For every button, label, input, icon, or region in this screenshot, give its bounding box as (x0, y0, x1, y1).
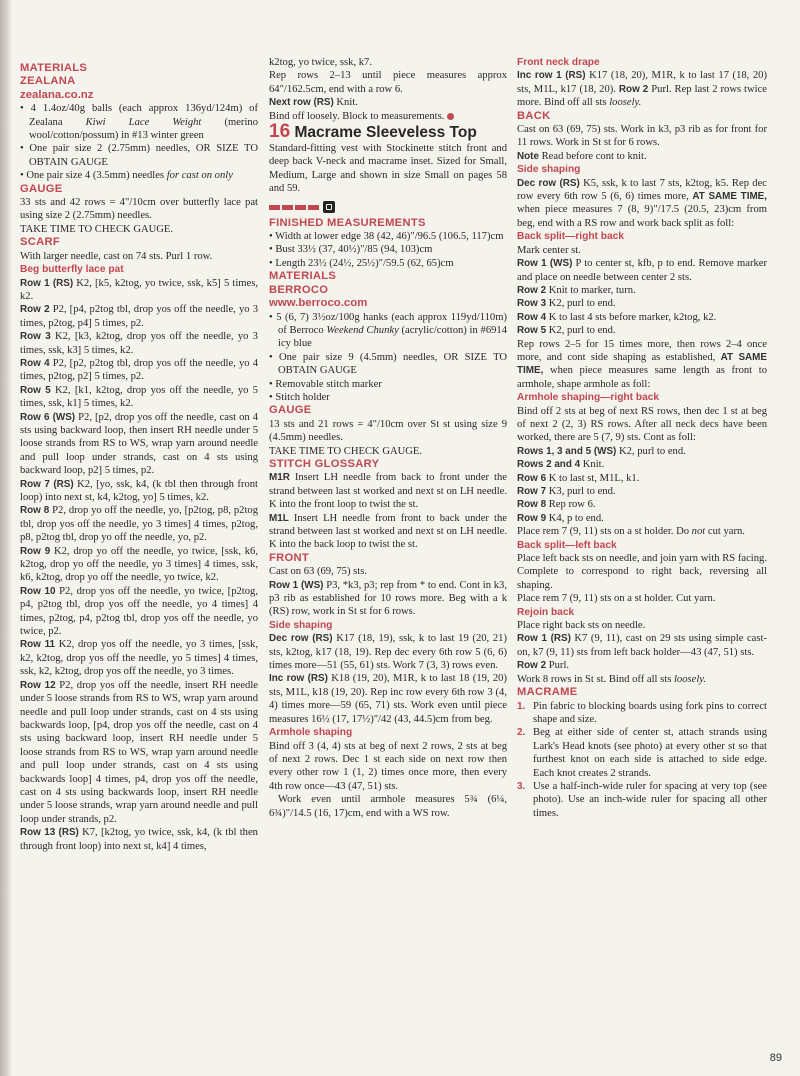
skill-bar-icon (282, 205, 293, 210)
macrame-heading: MACRAME (517, 686, 578, 699)
armhole-row: Rows 2 and 4 Knit. (517, 459, 605, 471)
yarn-weight-icon (323, 201, 335, 213)
pattern-row: Row 9 K2, drop yo off the needle, yo twice, [ssk, k6, k2tog, drop yo off the needle, yo 3 times] 4 times, ssk, k6, k2tog, drop yo off the needle, yo twice, k2. (20, 545, 258, 584)
end-mark-icon (447, 113, 454, 120)
rejoin-back-heading: Rejoin back (517, 606, 575, 618)
left-back-text: Place rem 7 (9, 11) sts on a st holder. Cut yarn. (517, 593, 716, 605)
front-neck-drape-heading: Front neck drape (517, 57, 600, 68)
stitch-glossary-heading: STITCH GLOSSARY (269, 457, 380, 470)
skill-bar-icon (308, 205, 319, 210)
material-item: • Stitch holder (269, 391, 330, 403)
left-back-text: Place left back sts on needle, and join yarn with RS facing. Complete to correspond to right back, reversing all shaping. (517, 553, 767, 591)
material-item: • One pair size 4 (3.5mm) needles for cast on only (20, 170, 233, 182)
front-cast-on: Cast on 63 (69, 75) sts. (269, 566, 367, 578)
back-heading: BACK (517, 109, 551, 122)
armhole-right-back-heading: Armhole shaping—right back (517, 392, 660, 404)
front-heading: FRONT (269, 551, 310, 564)
back-dec-row: Dec row (RS) K5, ssk, k to last 7 sts, k2tog, k5. Rep dec row every 6th row 5 (6, 6) times more, AT SAME TIME, when piece measures 7 (8, 9)"/17.5 (20.5, 23)cm from beg, end with a RS row and work back split as foll: (517, 177, 767, 229)
armhole-row: Rows 1, 3 and 5 (WS) K2, purl to end. (517, 445, 686, 457)
armhole-text: Work even until armhole measures 5¾ (6¼, 6¾)"/14.5 (16, 17)cm, end with a WS row. (269, 794, 507, 819)
pattern-row: Row 11 K2, drop yos off the needle, yo 3 times, [ssk, k2, k2tog, drop yos off the needle, yo 5 times] 4 times, ssk, k2, k2tog, drop yos off the needle, yo 3 times. (20, 639, 258, 678)
brand-url: zealana.co.nz (20, 88, 94, 101)
gauge-heading: GAUGE (269, 404, 312, 417)
next-row: Next row (RS) Knit. (269, 97, 358, 109)
brand-name: BERROCO (269, 283, 329, 296)
split-row: Row 4 K to last 4 sts before marker, k2tog, k2. (517, 311, 717, 323)
glossary-m1l: M1L Insert LH needle from front to back under the strand between last st worked and next st on LH needle. K into the back loop to twist the st. (269, 512, 507, 551)
armhole-right-text: Bind off 2 sts at beg of next RS rows, then dec 1 st at beg of next 2 (2, 3) RS rows. After all neck decs have been worked, there are 5 (7, 9) sts. Cont as foll: (517, 405, 767, 444)
split-repeat-text: Rep rows 2–5 for 15 times more, then rows 2–4 once more, and cont side shaping as established, AT SAME TIME, when piece measures same length as front to armhole, shape armhole as foll: (517, 338, 767, 390)
material-item: • One pair size 9 (4.5mm) needles, OR SIZE TO OBTAIN GAUGE (269, 351, 507, 377)
rejoin-end-text: Work 8 rows in St st. Bind off all sts loosely. (517, 673, 707, 685)
lace-pattern-heading: Beg butterfly lace pat (20, 264, 124, 276)
material-item: • Removable stitch marker (269, 378, 382, 390)
glossary-m1r: M1R Insert LH needle from back to front under the strand between last st worked and next st on LH needle. K into the front loop to twist the st. (269, 472, 507, 511)
materials-heading: MATERIALS (269, 270, 337, 283)
gauge-heading: GAUGE (20, 182, 63, 195)
material-item: • One pair size 2 (2.75mm) needles, OR SIZE TO OBTAIN GAUGE (20, 143, 258, 168)
measurement-item: • Length 23½ (24½, 25½)"/59.5 (62, 65)cm (269, 257, 454, 269)
bind-off-text: Bind off loosely. Block to measurements. (269, 110, 507, 123)
skill-bar-icon (295, 205, 306, 210)
continued-text: Rep rows 2–13 until piece measures approx 64"/162.5cm, end with a row 6. (269, 70, 507, 95)
gauge-text: 33 sts and 42 rows = 4"/10cm over butterfly lace pat using size 2 (2.75mm) needles. (20, 197, 258, 222)
inc-row: Inc row (RS) K18 (19, 20), M1R, k to last 18 (19, 20) sts, M1L, k18 (19, 20). Rep inc row every 6th row 3 (4, 4) times more—59 (65, 71) sts. Work even until piece measures 16½ (17, 17½)"/42 (43, 44.5)cm from beg. (269, 673, 507, 725)
scarf-heading: SCARF (20, 236, 61, 249)
note-text: Note Read before cont to knit. (517, 150, 647, 162)
place-holder-text: Place rem 7 (9, 11) sts on a st holder. Do not cut yarn. (517, 526, 745, 538)
pattern-row: Row 3 K2, [k3, k2tog, drop yos off the needle, yo 3 times, ssk, k3] 5 times, k2. (20, 331, 258, 356)
skill-bar-icon (269, 205, 280, 210)
side-shaping-heading: Side shaping (517, 164, 581, 176)
macrame-step: 1. Pin fabric to blocking boards using fork pins to correct shape and size. (517, 700, 767, 725)
rejoin-row: Row 2 Purl. (517, 660, 570, 672)
armhole-row: Row 8 Rep row 6. (517, 499, 596, 511)
finished-measurements-heading: FINISHED MEASUREMENTS (269, 216, 426, 229)
brand-url: www.berroco.com (269, 297, 368, 310)
front-row-1: Row 1 (WS) P3, *k3, p3; rep from * to end. Cont in k3, p3 rib as established for 10 rows more. Beg with a k (RS) row, work in St st for 6 rows. (269, 579, 508, 618)
pattern-row: Row 2 P2, [p4, p2tog tbl, drop yos off the needle, yo 3 times, p2tog, p4] 5 times, p2. (20, 304, 258, 329)
pattern-row: Row 10 P2, drop yos off the needle, yo twice, [p2tog, p4, p2tog tbl, drop yos off the needle, yo 4 times] 4 times, p2tog, p4, p2tog tbl, drop yos off the needle, yo twice, p2. (20, 585, 258, 638)
back-split-right-heading: Back split—right back (517, 231, 624, 243)
material-item: • 5 (6, 7) 3½oz/100g hanks (each approx 119yd/110m) of Berroco Weekend Chunky (acrylic/cotton) in #6914 icy blue (269, 311, 508, 350)
pattern-row: Row 1 (RS) K2, [k5, k2tog, yo twice, ssk, k5] 5 times, k2. (20, 277, 258, 302)
macrame-step: 3. Use a half-inch-wide ruler for spacing at very top (see photo). Use an inch-wide ruler for spacing all other times. (517, 780, 767, 819)
gauge-check: TAKE TIME TO CHECK GAUGE. (269, 445, 423, 457)
split-row: Row 5 K2, purl to end. (517, 325, 616, 337)
pattern-row: Row 13 (RS) K7, [k2tog, yo twice, ssk, k4, (k tbl then through front loop) into next st, k4] 4 times, (20, 827, 258, 852)
page-number: 89 (769, 1052, 782, 1064)
macrame-steps (517, 700, 767, 821)
armhole-row: Row 6 K to last st, M1L, k1. (517, 472, 640, 484)
materials-heading: MATERIALS (20, 62, 88, 74)
pattern-rows (20, 277, 258, 853)
pattern-row: Row 8 P2, drop yo off the needle, yo, [p2tog, p8, p2tog tbl, drop yos off the needle, yo 3 times] 4 times, p2tog, p8, p2tog tbl, drop yo off the needle, yo, p2. (20, 505, 258, 544)
measurement-item: • Bust 33½ (37, 40½)"/85 (94, 103)cm (269, 244, 433, 256)
continued-text: k2tog, yo twice, ssk, k7. (269, 57, 372, 68)
neck-inc-row: Inc row 1 (RS) K17 (18, 20), M1R, k to last 17 (18, 20) sts, M1L, k17 (18, 20). Row 2 Purl. Rep last 2 rows twice more. Bind off all sts loosely. (517, 70, 767, 109)
material-item: • 4 1.4oz/40g balls (each approx 136yd/124m) of Zealana Kiwi Lace Weight (merino wool/cotton/possum) in #13 winter green (20, 103, 259, 142)
gauge-check: TAKE TIME TO CHECK GAUGE. (20, 223, 174, 235)
pattern-row: Row 4 P2, [p2, p2tog tbl, drop yos off the needle, yo 4 times, p2tog, p2] 5 times, p2. (20, 357, 258, 383)
gauge-text: 13 sts and 21 rows = 4"/10cm over St st using size 9 (4.5mm) needles. (269, 418, 507, 444)
pattern-title: 16 Macrame Sleeveless Top (269, 121, 477, 143)
split-row: Row 3 K2, purl to end. (517, 298, 616, 310)
pattern-row: Row 12 P2, drop yos off the needle, insert RH needle under 5 loose strands from RS to WS, wrap yarn around needle and pull loop under strands, cast on 4 sts using backwards loop, [p4, drop yos off the needle, cast on 4 sts using backward loop, insert RH needle under 5 loose strands from RS to WS, wrap yarn around needle and pull loop under strands, cast on 4 sts using backwards loop] 4 times, p4, drop yos off the needle, cast on 4 sts using backwards loop, insert RH needle under 5 loose strands, wrap yarn around needle and pull loop under strands, p2. (20, 679, 258, 825)
scarf-text: With larger needle, cast on 74 sts. Purl 1 row. (20, 250, 213, 262)
mark-center-text: Mark center st. (517, 244, 581, 256)
rejoin-row: Row 1 (RS) K7 (9, 11), cast on 29 sts using simple cast-on, k7 (9, 11) sts from left back holder—43 (47, 51) sts. (517, 633, 767, 658)
armhole-row: Row 7 K3, purl to end. (517, 486, 616, 497)
pattern-intro: Standard-fitting vest with Stockinette stitch front and deep back V-neck and macrame inset. Sized for Small, Medium, Large and shown in size Small on pages 58 and 59. (269, 143, 507, 195)
column-3 (517, 56, 767, 820)
split-row: Row 1 (WS) P to center st, kfb, p to end. Remove marker and place on needle between center 2 sts. (517, 258, 767, 283)
split-row: Row 2 Knit to marker, turn. (517, 284, 636, 296)
back-text: Cast on 63 (69, 75) sts. Work in k3, p3 rib as for front for 11 rows. Work in St st for 6 rows. (517, 124, 767, 149)
pattern-row: Row 7 (RS) K2, [yo, ssk, k4, (k tbl then through front loop) into next st, k4, k2tog, yo] 5 times, k2. (20, 478, 258, 503)
column-1 (20, 62, 258, 853)
back-split-left-heading: Back split—left back (517, 539, 617, 551)
armhole-shaping-heading: Armhole shaping (269, 727, 353, 739)
column-2 (269, 56, 507, 820)
armhole-row: Row 9 K4, p to end. (517, 512, 604, 524)
macrame-step: 2. Beg at either side of center st, attach strands using Lark's Head knots (see photo) at every other st so that furthest knot on each side is attached to side edge. Each knot creates 2 strands. (517, 727, 767, 779)
skill-level-indicator (269, 201, 507, 213)
side-shaping-heading: Side shaping (269, 619, 333, 631)
pattern-row: Row 5 K2, [k1, k2tog, drop yos off the needle, yo 5 times, ssk, k1] 5 times, k2. (20, 384, 258, 410)
dec-row: Dec row (RS) K17 (18, 19), ssk, k to last 19 (20, 21) sts, k2tog, k17 (18, 19). Rep dec every 6th row 5 (6, 6) times more—51 (55, 61) sts. Work 7 (3, 3) rows even. (269, 633, 507, 672)
page-spine-shadow (0, 0, 12, 1076)
measurement-item: • Width at lower edge 38 (42, 46)"/96.5 (106.5, 117)cm (269, 231, 504, 243)
armhole-text: Bind off 3 (4, 4) sts at beg of next 2 rows, 2 sts at beg of next 2 rows. Dec 1 st each side on next row then every other row 1 (1, 2) times once more, then every 4th row once—43 (47, 51) sts. (269, 740, 507, 792)
pattern-row: Row 6 (WS) P2, [p2, drop yos off the needle, cast on 4 sts using backward loop, then insert RH needle under 5 loose strands from RS to WS, wrap yarn around needle and pull loop under strands, cast on 4 sts using backward loop, p2] 5 times, p2. (20, 411, 258, 477)
brand-name: ZEALANA (20, 75, 76, 88)
rejoin-text: Place right back sts on needle. (517, 620, 646, 632)
